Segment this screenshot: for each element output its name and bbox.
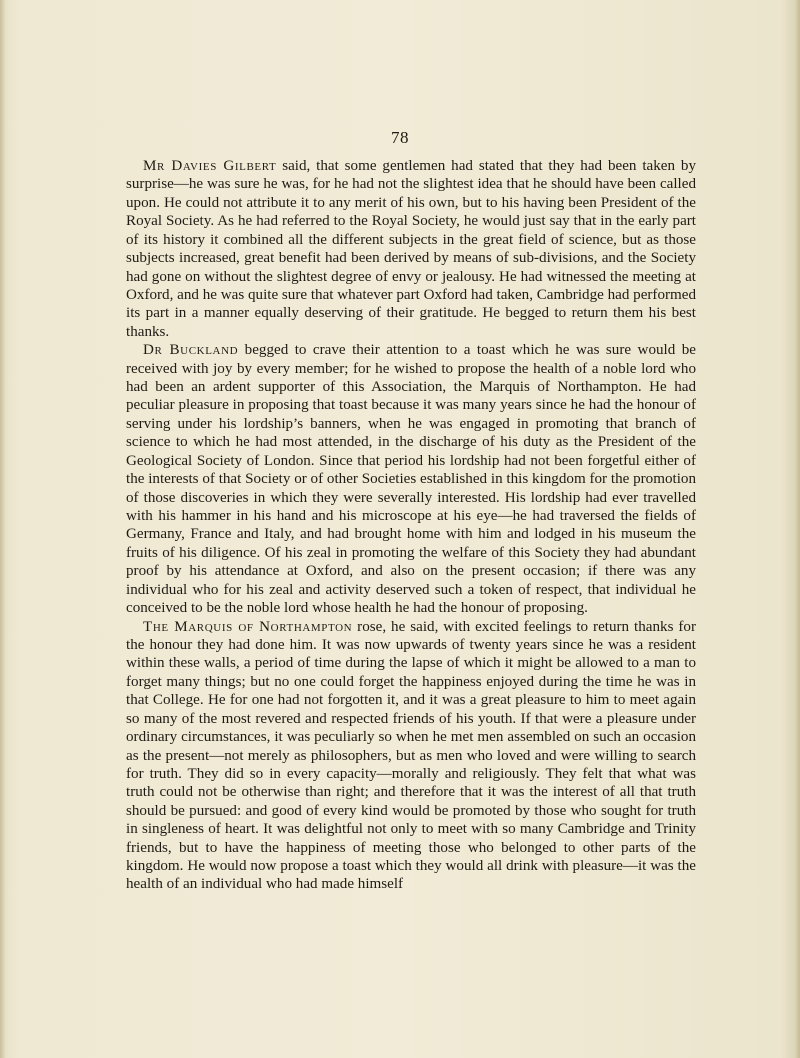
paragraph-text: rose, he said, with excited feelings to return thanks for the honour they had done him. It was now upwards of twenty years since he was a resident within these walls, a period of time during the lapse of which it might be allowed to a man to forget many things; but no one could forget the happiness enjoyed during the time he was in that College. He for one had not forgotten it, and it was a great pleasure to him to meet again so many of the most revered and respected friends of his youth. If that were a pleasure under ordinary circumstances, it was peculiarly so when he met men assembled on such an occasion as the present—not merely as philosophers, but as men who loved and were willing to search for truth. They did so in every capacity—morally and religiously. They felt that what was truth could not be otherwise than right; and therefore that it was the interest of all that truth should be pursued: and good of every kind would be promoted by those who sought for truth in singleness of heart. It was delightful not only to meet with so many Cambridge and Trinity friends, but to have the happiness of meeting those who belonged to other parts of the kingdom. He would now propose a toast which they would all drink with pleasure—it was the health of an individual who had made himself bbox=[126, 618, 697, 893]
page-right-edge bbox=[795, 0, 800, 1058]
speaker-name: The Marquis of Northampton bbox=[143, 618, 353, 635]
paragraph-text: begged to crave their attention to a toast which he was sure would be received with joy by every member; for he wished to propose the health of a noble lord who had been an ardent supporter of this Association, the Marquis of Northampton. He had peculiar pleasure in proposing that toast because it was many years since he had the honour of serving under his lordship’s banners, when he was engaged in promoting that branch of science to which he had most attended, in the discharge of his duty as the President of the Geological Society of London. Since that period his lordship had not been forgetful either of the interests of that Society or of other Societies established in this kingdom for the promotion of those discoveries in which they were severally interested. His lordship had ever travelled with his hammer in his hand and his microscope at his eye—he had traversed the fields of Germany, France and Italy, and had brought home with him and lodged in his museum the fruits of his diligence. Of his zeal in promoting the welfare of this Society they had abundant proof by his attendance at Oxford, and also on the present occasion; if there was any individual who for his zeal and activity deserved such a token of respect, that individual he conceived to be the noble lord whose health he had the honour of proposing. bbox=[126, 342, 696, 617]
paragraph-2 bbox=[126, 341, 696, 617]
paragraph-3 bbox=[126, 618, 696, 894]
speaker-name: Mr Davies Gilbert bbox=[143, 158, 277, 174]
paragraph-text: said, that some gentlemen had stated that they had been taken by surprise—he was sure he was, for he had not the slightest idea that he should have been called upon. He could not attribute it to any merit of his own, but to his having been President of the Royal Society. As he had referred to the Royal Society, he would just say that in the early part of its history it combined all the different subjects in the great field of science, but as those subjects increased, great benefit had been derived by means of sub-divisions, and the Society had gone on without the slightest degree of envy or jealousy. He had witnessed the meeting at Oxford, and he was quite sure that whatever part Oxford had taken, Cambridge had performed its part in a manner equally deserving of their gratitude. He begged to return them his best thanks. bbox=[126, 158, 697, 340]
paragraph-1 bbox=[126, 157, 696, 341]
body-text bbox=[126, 157, 696, 894]
speaker-name: Dr Buckland bbox=[143, 342, 239, 359]
page-left-edge bbox=[0, 0, 6, 1058]
page-number: 78 bbox=[391, 128, 409, 147]
